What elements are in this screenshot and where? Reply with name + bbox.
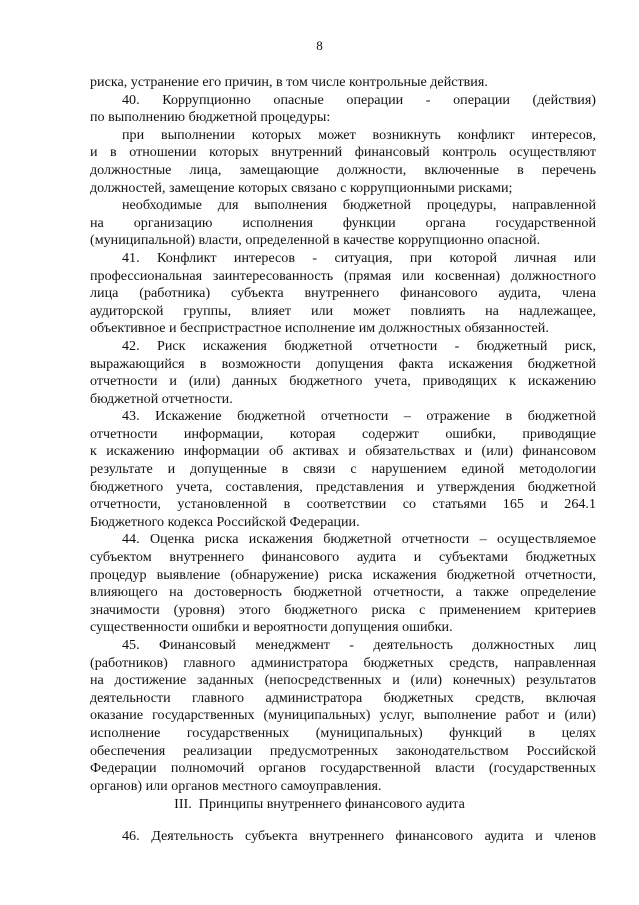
text-line: 42. Риск искажения бюджетной отчетности - бюджетный риск,: [122, 337, 596, 354]
text-line: органов) или органов местного самоуправления.: [90, 777, 382, 794]
text-line: (работников) главного администратора бюджетных средств, направленная: [90, 654, 596, 671]
text-line: к искажению информации об активах и обязательствах и (или) финансовом: [90, 443, 596, 460]
text-line: субъектом внутреннего финансового аудита и субъектами бюджетных: [90, 549, 596, 566]
text-line: должностные лица, замещающие должности, включенные в перечень: [90, 161, 596, 178]
text-line: Федерации полномочий органов государственной власти (государственных: [90, 760, 596, 777]
text-line: должностей, замещение которых связано с коррупционными рисками;: [90, 179, 513, 196]
text-line: 43. Искажение бюджетной отчетности – отражение в бюджетной: [122, 408, 596, 425]
text-line: при выполнении которых может возникнуть конфликт интересов,: [122, 126, 596, 143]
text-line: на организацию исполнения функции органа государственной: [90, 214, 596, 231]
document-body-continuation: [90, 828, 596, 846]
text-line: и в отношении которых внутренний финансовый контроль осуществляют: [90, 144, 596, 161]
text-line: 41. Конфликт интересов - ситуация, при которой личная или: [122, 249, 596, 266]
text-line: профессиональная заинтересованность (прямая или косвенная) должностного: [90, 267, 596, 284]
text-line: 45. Финансовый менеджмент - деятельность должностных лиц: [122, 637, 596, 653]
text-line: необходимые для выполнения бюджетной процедуры, направленной: [122, 197, 596, 214]
text-line: бюджетного учета, составления, представления и утверждения бюджетной: [90, 478, 596, 495]
text-line: отчетности информации, которая содержит ошибки, приводящие: [90, 425, 596, 442]
text-line: процедур выявление (обнаружение) риска искажения бюджетной отчетности,: [90, 566, 596, 583]
text-line: оказание государственных (муниципальных) услуг, выполнение работ и (или): [90, 707, 596, 724]
text-line: исполнение государственных (муниципальных) функций в целях: [90, 724, 596, 741]
page-number: 8: [316, 38, 323, 53]
text-line: обеспечения реализации предусмотренных законодательством Российской: [90, 742, 596, 759]
text-line: значимости (уровня) этого бюджетного риска с применением критериев: [90, 601, 596, 618]
text-line: существенности ошибки и вероятности допущения ошибки.: [90, 619, 453, 636]
document-body: [90, 74, 596, 795]
text-line: результате и допущенные в связи с нарушением единой методологии: [90, 461, 596, 478]
text-line: 44. Оценка риска искажения бюджетной отчетности – осуществляемое: [122, 531, 596, 548]
text-line: отчетности, установленной в соответствии со статьями 165 и 264.1: [90, 496, 596, 513]
text-line: отчетности и (или) данных бюджетного учета, приводящих к искажению: [90, 373, 596, 390]
text-line: аудиторской группы, влияет или может повлиять на надлежащее,: [90, 302, 596, 319]
text-line: бюджетной отчетности.: [90, 390, 233, 407]
text-line: на достижение заданных (непосредственных и (или) конечных) результатов: [90, 672, 596, 689]
text-line: (муниципальной) власти, определенной в качестве коррупционно опасной.: [90, 232, 541, 249]
text-line: по выполнению бюджетной процедуры:: [90, 109, 331, 126]
text-line: риска, устранение его причин, в том числе контрольные действия.: [90, 74, 488, 90]
text-line: выражающийся в возможности допущения факта искажения бюджетной: [90, 355, 596, 372]
text-line: влияющего на достоверность бюджетной отчетности, а также определение: [90, 584, 596, 601]
section-heading: III. Принципы внутреннего финансового аудита: [174, 796, 465, 812]
text-line: 40. Коррупционно опасные операции - операции (действия): [122, 91, 596, 108]
text-line: 46. Деятельность субъекта внутреннего финансового аудита и членов: [122, 828, 596, 844]
text-line: лица (работника) субъекта внутреннего финансового аудита, члена: [90, 285, 596, 302]
text-line: деятельности главного администратора бюджетных средств, включая: [90, 689, 596, 706]
text-line: объективное и беспристрастное исполнение им должностных обязанностей.: [90, 320, 549, 337]
text-line: Бюджетного кодекса Российской Федерации.: [90, 513, 360, 530]
